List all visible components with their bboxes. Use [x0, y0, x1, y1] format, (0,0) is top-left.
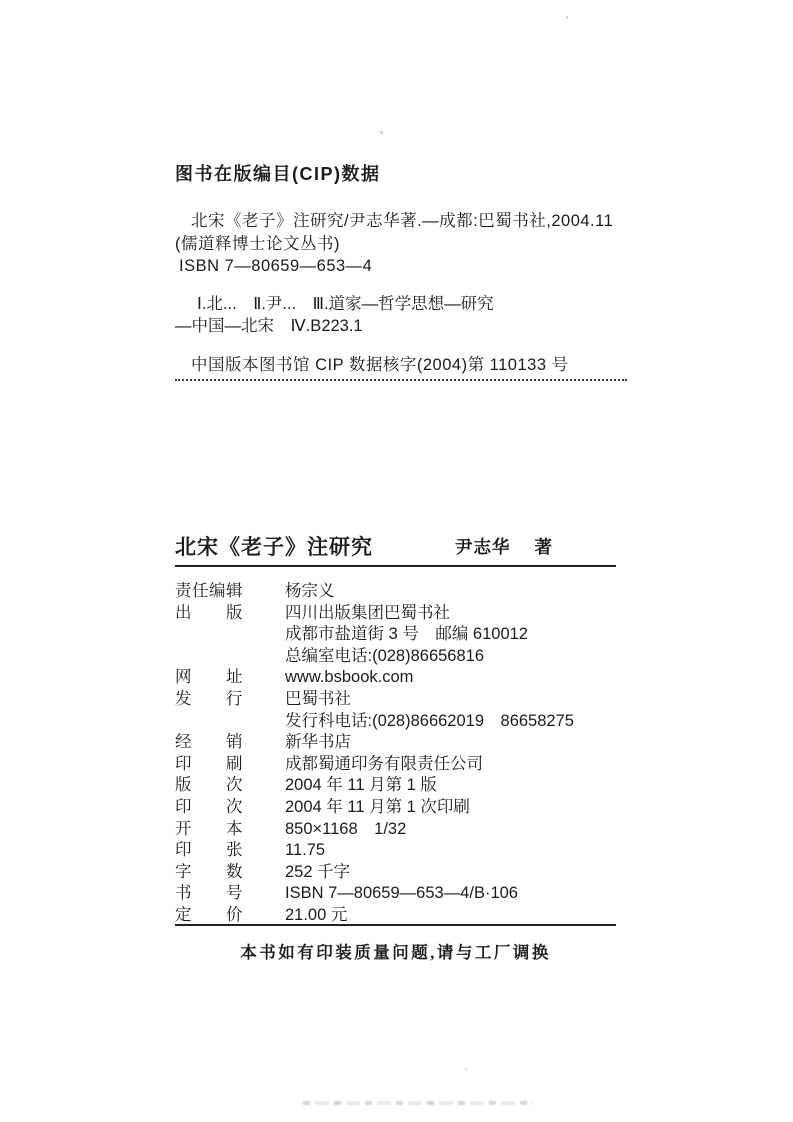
colophon-value-line: 新华书店	[285, 733, 351, 752]
colophon-label: 责任编辑	[175, 582, 243, 600]
colophon-row	[175, 862, 635, 884]
colophon-value-line: 252 千字	[285, 862, 351, 881]
author-group	[455, 534, 553, 559]
title-block	[175, 531, 615, 561]
dotted-divider	[175, 379, 627, 381]
colophon-value	[285, 819, 635, 841]
cip-entry-line1: 北宋《老子》注研究/尹志华著.—成都:巴蜀书社,2004.11	[191, 212, 614, 230]
colophon-row	[175, 840, 635, 862]
scan-speck	[566, 16, 568, 19]
cip-header: 图书在版编目(CIP)数据	[175, 164, 381, 184]
colophon-row	[175, 581, 635, 603]
colophon-value-line: 四川出版集团巴蜀书社	[285, 603, 450, 622]
colophon-value	[285, 840, 635, 862]
colophon-value-line: 成都市盐道街 3 号 邮编 610012	[285, 625, 528, 644]
colophon-value-line: 发行科电话:(028)86662019 86658275	[285, 711, 574, 730]
quality-note: 本书如有印装质量问题,请与工厂调换	[240, 943, 551, 962]
colophon-value-line: 11.75	[285, 841, 326, 860]
cip-record-number: 中国版本图书馆 CIP 数据核字(2004)第 110133 号	[191, 355, 569, 374]
colophon-table	[175, 581, 635, 927]
colophon-row	[175, 667, 635, 689]
colophon-row	[175, 797, 635, 819]
colophon-value	[285, 797, 635, 819]
colophon-label: 书 号	[175, 884, 243, 903]
cip-entry-isbn: ISBN 7—80659—653—4	[179, 257, 373, 275]
colophon-value	[285, 862, 635, 884]
colophon-value-line: 850×1168 1/32	[285, 819, 407, 838]
scan-speck	[380, 131, 383, 134]
colophon-row	[175, 732, 635, 754]
colophon-value-line: www.bsbook.com	[285, 668, 414, 687]
colophon-label: 印 刷	[175, 754, 243, 773]
colophon-value-line: 杨宗义	[285, 582, 335, 600]
cip-entry-line2: (儒道释博士论文丛书)	[175, 234, 340, 253]
colophon-row	[175, 689, 635, 732]
colophon-value	[285, 732, 635, 754]
colophon-value-line: 21.00 元	[285, 905, 348, 924]
colophon-label: 经 销	[175, 733, 243, 752]
colophon-label: 定 价	[175, 905, 243, 924]
colophon-row	[175, 754, 635, 776]
colophon-label: 字 数	[175, 862, 243, 881]
author-name: 尹志华	[455, 537, 511, 557]
colophon-label: 出 版	[175, 603, 243, 622]
colophon-value	[285, 581, 635, 603]
author-role: 著	[534, 537, 553, 557]
cip-block	[175, 160, 645, 375]
colophon-value	[285, 667, 635, 689]
colophon-label: 印 次	[175, 797, 243, 816]
colophon-value	[285, 689, 635, 732]
colophon-row	[175, 883, 635, 905]
bottom-divider	[175, 924, 616, 926]
colophon-value-line: ISBN 7—80659—653—4/B·106	[285, 884, 518, 903]
colophon-value	[285, 775, 635, 797]
colophon-value-line: 总编室电话:(028)86656816	[285, 646, 485, 665]
colophon-value	[285, 754, 635, 776]
colophon-value	[285, 603, 635, 668]
colophon-value-line: 巴蜀书社	[285, 689, 351, 708]
title-divider	[175, 565, 616, 567]
cip-classification	[175, 293, 645, 338]
colophon-label: 开 本	[175, 819, 243, 838]
cip-entry	[175, 210, 645, 278]
colophon-label: 发 行	[175, 689, 243, 708]
cip-class-line2: —中国—北宋 Ⅳ.B223.1	[175, 317, 363, 335]
colophon-value-line: 2004 年 11 月第 1 版	[285, 776, 437, 795]
colophon-value-line: 2004 年 11 月第 1 次印刷	[285, 797, 470, 816]
scan-artifact	[303, 1101, 533, 1105]
colophon-row	[175, 775, 635, 797]
colophon-label: 印 张	[175, 841, 243, 860]
colophon-label: 版 次	[175, 776, 243, 795]
scan-speck	[465, 1068, 467, 1070]
book-title: 北宋《老子》注研究	[175, 536, 373, 559]
cip-class-line1: Ⅰ.北... Ⅱ.尹... Ⅲ.道家—哲学思想—研究	[197, 294, 494, 313]
colophon-value	[285, 883, 635, 905]
colophon-row	[175, 603, 635, 668]
colophon-label: 网 址	[175, 668, 243, 687]
colophon-value-line: 成都蜀通印务有限责任公司	[285, 754, 483, 773]
colophon-row	[175, 819, 635, 841]
